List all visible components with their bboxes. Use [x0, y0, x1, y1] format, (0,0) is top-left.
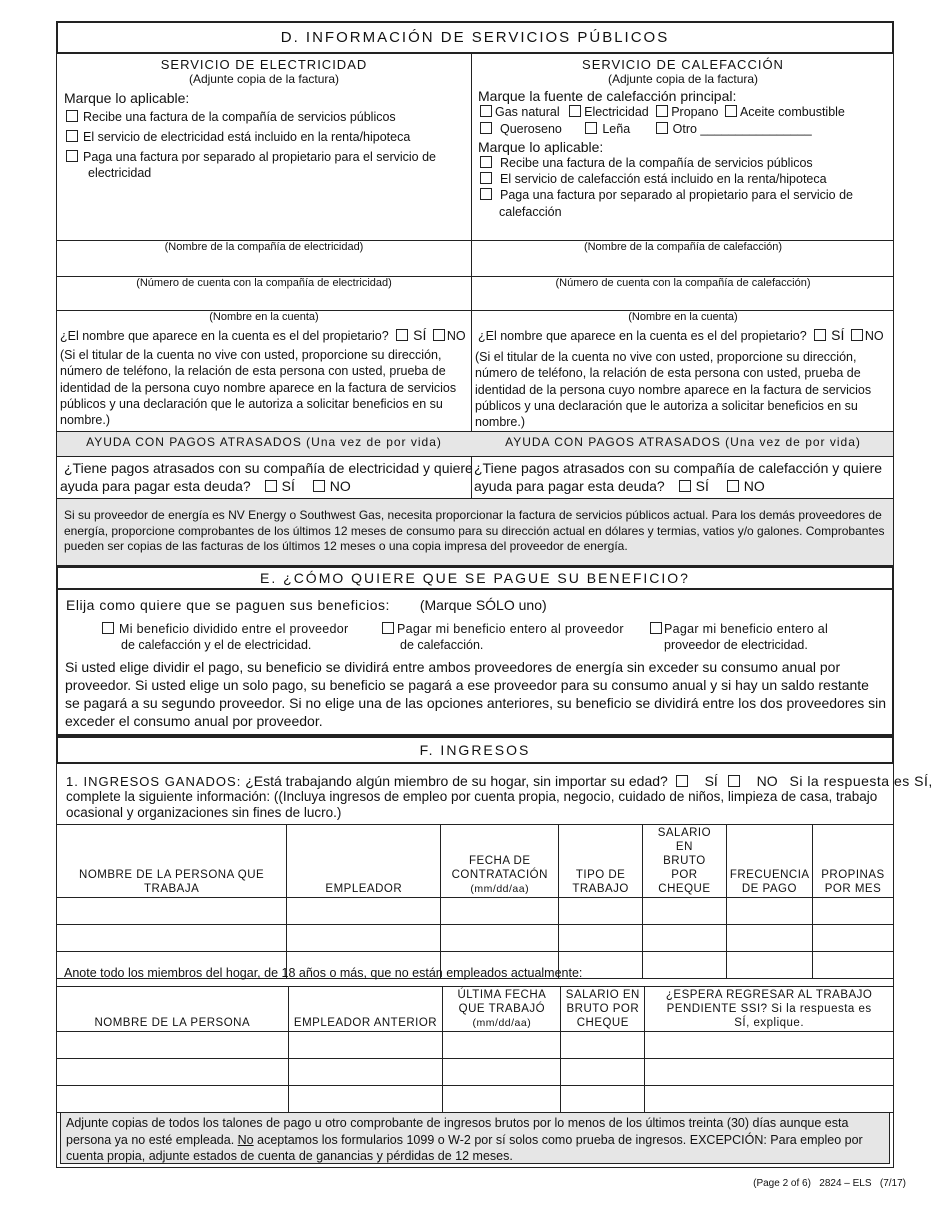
elec-included-checkbox[interactable]: [66, 130, 78, 142]
heat-holder-note: (Si el titular de la cuenta no vive con usted, proporcione su dirección, número de teléfono, la relación de esta persona con usted, prueba de identidad de la persona cuyo nombre aparece en la factura de servicios públicos y una declaración que le autoriza a solicitar beneficios en su nombre.): [475, 350, 872, 430]
section-e-title: E. ¿CÓMO QUIERE QUE SE PAGUE SU BENEFICIO?: [260, 570, 690, 586]
elec-owner-no-checkbox[interactable]: [433, 329, 445, 341]
col-person-name: NOMBRE DE LA PERSONA: [57, 987, 289, 1032]
section-f-header: [56, 736, 894, 764]
payment-option-heating-cont: de calefacción.: [400, 638, 484, 652]
payment-option-heating[interactable]: Pagar mi beneficio entero al proveedor: [382, 622, 624, 636]
employed-table: [56, 824, 894, 979]
heat-option-bill[interactable]: Recibe una factura de la compañía de servicios públicos: [480, 156, 813, 170]
heat-option-included[interactable]: El servicio de calefacción está incluido en la renta/hipoteca: [480, 172, 827, 186]
section-f-title: F. INGRESOS: [419, 742, 531, 758]
elec-bill-checkbox[interactable]: [66, 110, 78, 122]
table-cell[interactable]: [642, 898, 726, 925]
section-d-header: [56, 21, 894, 54]
col-hire-date: FECHA DE CONTRATACIÓN (mm/dd/aa): [441, 825, 559, 898]
employed-header-row: [57, 825, 894, 898]
heat-owner-question: ¿El nombre que aparece en la cuenta es el del propietario? SÍ NO: [478, 327, 884, 343]
earned-yes-checkbox[interactable]: [676, 775, 688, 787]
table-row: [57, 1059, 894, 1086]
table-cell[interactable]: [645, 1032, 894, 1059]
heat-bill-checkbox[interactable]: [480, 156, 492, 168]
elec-company-field[interactable]: [57, 255, 471, 275]
heat-arrears-no-checkbox[interactable]: [727, 480, 739, 492]
col-employer: EMPLEADOR: [287, 825, 441, 898]
elec-subtitle: (Adjunte copia de la factura): [188, 72, 340, 86]
heat-title: SERVICIO DE CALEFACCIÓN: [582, 57, 784, 72]
elec-option-bill[interactable]: Recibe una factura de la compañía de servicios públicos: [66, 110, 396, 124]
table-cell[interactable]: [57, 925, 287, 952]
table-row: [57, 898, 894, 925]
heat-landlord-checkbox[interactable]: [480, 188, 492, 200]
gas-checkbox[interactable]: [480, 105, 492, 117]
table-cell[interactable]: [645, 1086, 894, 1113]
table-cell[interactable]: [443, 1059, 561, 1086]
heat-arrears-q1: ¿Tiene pagos atrasados con su compañía de calefacción y quiere: [474, 460, 883, 476]
electric-payment-checkbox[interactable]: [650, 622, 662, 634]
earned-income-question: 1. INGRESOS GANADOS: ¿Está trabajando algún miembro de su hogar, sin importar su edad? SÍ NO Si la respuesta es SÍ,: [66, 773, 933, 789]
col-pay-frequency: FRECUENCIA DE PAGO: [726, 825, 812, 898]
heat-included-checkbox[interactable]: [480, 172, 492, 184]
wood-checkbox[interactable]: [585, 122, 597, 134]
table-cell[interactable]: [441, 898, 559, 925]
electricity-checkbox[interactable]: [569, 105, 581, 117]
table-cell[interactable]: [561, 1059, 645, 1086]
table-cell[interactable]: [726, 925, 812, 952]
table-cell[interactable]: [561, 1032, 645, 1059]
col-return-to-work: ¿ESPERA REGRESAR AL TRABAJO PENDIENTE SSI? Si la respuesta es SÍ, explique.: [645, 987, 894, 1032]
page-footer: (Page 2 of 6) 2824 – ELS (7/17): [753, 1178, 906, 1189]
elec-option-included[interactable]: El servicio de electricidad está incluido en la renta/hipoteca: [66, 130, 410, 144]
table-cell[interactable]: [812, 898, 893, 925]
heat-name-label: (Nombre en la cuenta): [628, 311, 738, 323]
payment-option-split[interactable]: Mi beneficio dividido entre el proveedor: [102, 622, 349, 636]
earned-income-instructions: complete la siguiente información: ((Incluya ingresos de empleo por cuenta propia, negocio, cuidado de niños, limpieza de casa, trabajo ocasional y organizaciones sin fines de lucro.): [66, 789, 878, 820]
elec-name-label: (Nombre en la cuenta): [209, 311, 319, 323]
elec-account-label: (Número de cuenta con la compañía de electricidad): [136, 277, 392, 289]
col-gross-pay-previous: SALARIO EN BRUTO POR CHEQUE: [561, 987, 645, 1032]
section-e-explanation: Si usted elige dividir el pago, su beneficio se dividirá entre ambos proveedores de energía sin exceder su consumo anual por proveedor. Si usted elige un solo pago, su beneficio se pagará a ese proveedor para su consumo anual y si hay un saldo restante se pagará a su segundo proveedor. Si no elige una de las opciones anteriores, su beneficio se dividirá entre los dos proveedores sin exceder el consumo anual por proveedor.: [65, 659, 887, 729]
table-cell[interactable]: [561, 1086, 645, 1113]
heat-arrears-yes-checkbox[interactable]: [679, 480, 691, 492]
elec-landlord-checkbox[interactable]: [66, 150, 78, 162]
table-cell[interactable]: [726, 898, 812, 925]
table-cell[interactable]: [559, 898, 643, 925]
attach-income-note: Adjunte copias de todos los talones de pago u otro comprobante de ingresos brutos por lo menos de los últimos treinta (30) días aunque esta persona ya no esté empleada. No aceptamos los formularios 1099 o W-2 por sí solos como prueba de ingresos. EXCEPCIÓN: Para empleo por cuenta propia, adjunte estados de cuenta de ganancias y pérdidas de 12 meses.: [60, 1112, 890, 1164]
heating-payment-checkbox[interactable]: [382, 622, 394, 634]
unemployed-table: [56, 986, 894, 1113]
table-cell[interactable]: [645, 1059, 894, 1086]
heat-arrears-title: AYUDA CON PAGOS ATRASADOS (Una vez de por vida): [505, 435, 861, 449]
section-e-header: [56, 566, 894, 590]
heat-source-label: Marque la fuente de calefacción principal:: [478, 88, 737, 104]
table-cell[interactable]: [726, 952, 812, 979]
table-cell[interactable]: [288, 1032, 443, 1059]
earned-no-checkbox[interactable]: [728, 775, 740, 787]
col-previous-employer: EMPLEADOR ANTERIOR: [288, 987, 443, 1032]
table-cell[interactable]: [288, 1059, 443, 1086]
table-cell[interactable]: [287, 898, 441, 925]
heat-subtitle: (Adjunte copia de la factura): [607, 72, 759, 86]
nv-energy-note-text: Si su proveedor de energía es NV Energy o Southwest Gas, necesita proporcionar la factura de servicios públicos actual. Para los demás proveedores de energía, proporcione comprobantes de los últimos 12 meses de consumo para su dirección actual en dólares y termias, vatios y/o galones. Comprobantes pueden ser copias de las facturas de los últimos 12 meses o una copia impresa del proveedor de energía.: [64, 508, 885, 553]
table-cell[interactable]: [443, 1086, 561, 1113]
unemployed-header-row: [57, 987, 894, 1032]
table-cell[interactable]: [559, 925, 643, 952]
heat-company-label: (Nombre de la compañía de calefacción): [583, 241, 783, 253]
elec-option-landlord[interactable]: Paga una factura por separado al propietario para el servicio de: [66, 150, 436, 164]
heat-arrears-q2: ayuda para pagar esta deuda? SÍ NO: [474, 478, 765, 494]
heat-owner-yes-checkbox[interactable]: [814, 329, 826, 341]
col-gross-pay: SALARIO EN BRUTO POR CHEQUE: [642, 825, 726, 898]
elec-arrears-title: AYUDA CON PAGOS ATRASADOS (Una vez de por vida): [86, 435, 442, 449]
heat-option-landlord-cont: calefacción: [499, 205, 562, 219]
elec-arrears-q2: ayuda para pagar esta deuda? SÍ NO: [60, 478, 351, 494]
table-cell[interactable]: [57, 1059, 289, 1086]
heat-option-landlord[interactable]: Paga una factura por separado al propietario para el servicio de: [480, 188, 853, 202]
table-cell[interactable]: [57, 898, 287, 925]
payment-option-electric-cont: proveedor de electricidad.: [664, 638, 808, 652]
heat-account-field[interactable]: [472, 291, 894, 309]
heat-company-field[interactable]: [472, 255, 894, 275]
elec-option-landlord-cont: electricidad: [88, 166, 152, 180]
elec-account-field[interactable]: [57, 291, 471, 309]
table-cell[interactable]: [287, 925, 441, 952]
split-payment-checkbox[interactable]: [102, 622, 114, 634]
heat-source-row2: Queroseno Leña Otro ________________: [480, 122, 812, 136]
elec-owner-yes-checkbox[interactable]: [396, 329, 408, 341]
col-job-type: TIPO DE TRABAJO: [559, 825, 643, 898]
table-row: [57, 1032, 894, 1059]
table-cell[interactable]: [57, 1032, 289, 1059]
elec-company-label: (Nombre de la compañía de electricidad): [164, 241, 364, 253]
heat-mark-label: Marque lo aplicable:: [478, 139, 604, 155]
table-cell[interactable]: [288, 1086, 443, 1113]
payment-option-electric[interactable]: Pagar mi beneficio entero al: [650, 622, 828, 636]
table-row: [57, 1086, 894, 1113]
elec-owner-question: ¿El nombre que aparece en la cuenta es el del propietario? SÍ NO: [60, 327, 466, 343]
table-cell[interactable]: [443, 1032, 561, 1059]
table-cell[interactable]: [812, 952, 893, 979]
elec-mark-label: Marque lo aplicable:: [64, 90, 190, 106]
table-cell[interactable]: [57, 1086, 289, 1113]
elec-arrears-no-checkbox[interactable]: [313, 480, 325, 492]
heat-owner-no-checkbox[interactable]: [851, 329, 863, 341]
fuel-oil-checkbox[interactable]: [725, 105, 737, 117]
table-cell[interactable]: [441, 925, 559, 952]
heat-source-row1: Gas natural Electricidad Propano Aceite combustible: [480, 105, 845, 119]
unemployed-label: Anote todo los miembros del hogar, de 18 años o más, que no están empleados actualmente:: [64, 966, 583, 980]
table-cell[interactable]: [642, 952, 726, 979]
table-cell[interactable]: [642, 925, 726, 952]
section-e-choose: Elija como quiere que se paguen sus beneficios: (Marque SÓLO uno): [66, 597, 547, 613]
section-d-title: D. INFORMACIÓN DE SERVICIOS PÚBLICOS: [280, 29, 670, 46]
col-last-date-worked: ÚLTIMA FECHA QUE TRABAJÓ (mm/dd/aa): [443, 987, 561, 1032]
kerosene-checkbox[interactable]: [480, 122, 492, 134]
elec-arrears-yes-checkbox[interactable]: [265, 480, 277, 492]
table-cell[interactable]: [812, 925, 893, 952]
other-checkbox[interactable]: [656, 122, 668, 134]
elec-arrears-q1: ¿Tiene pagos atrasados con su compañía de electricidad y quiere: [64, 460, 473, 476]
propane-checkbox[interactable]: [656, 105, 668, 117]
elec-holder-note: (Si el titular de la cuenta no vive con usted, proporcione su dirección, número de teléfono, la relación de esta persona con usted, prueba de identidad de la persona cuyo nombre aparece en la factura de servicios públicos y una declaración que le autoriza a solicitar beneficios en su nombre.): [60, 348, 457, 428]
elec-title: SERVICIO DE ELECTRICIDAD: [160, 57, 368, 72]
payment-option-split-cont: de calefacción y el de electricidad.: [121, 638, 312, 652]
heat-account-label: (Número de cuenta con la compañía de calefacción): [555, 277, 811, 289]
table-row: [57, 925, 894, 952]
col-tips: PROPINAS POR MES: [812, 825, 893, 898]
col-worker-name: NOMBRE DE LA PERSONA QUE TRABAJA: [57, 825, 287, 898]
